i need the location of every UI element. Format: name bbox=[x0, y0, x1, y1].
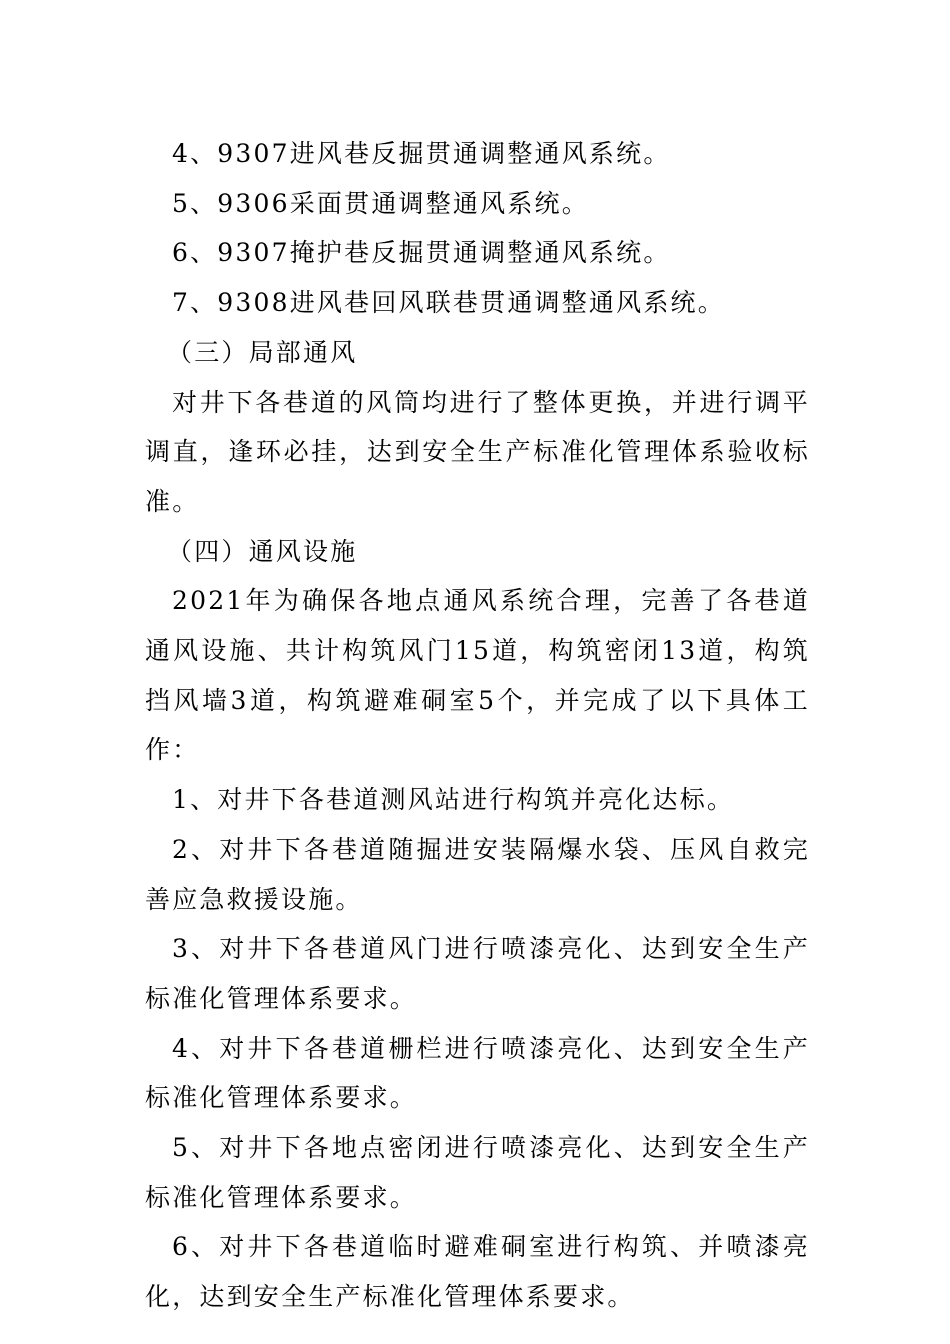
section-heading-ventilation-facilities: （四）通风设施 bbox=[167, 536, 358, 566]
list-item-9307-cover-airway: 6、9307掩护巷反掘贯通调整通风系统。 bbox=[172, 238, 671, 268]
work-item-5: 5、对井下各地点密闭进行喷漆亮化、达到安全生产标准化管理体系要求。 bbox=[145, 1133, 810, 1212]
list-item-9307-intake-airway: 4、9307进风巷反掘贯通调整通风系统。 bbox=[172, 139, 671, 168]
work-item-4: 4、对井下各巷道栅栏进行喷漆亮化、达到安全生产标准化管理体系要求。 bbox=[145, 1033, 810, 1113]
work-item-1: 1、对井下各巷道测风站进行构筑并亮化达标。 bbox=[172, 785, 735, 815]
section-heading-local-ventilation: （三）局部通风 bbox=[167, 337, 358, 367]
work-item-3: 3、对井下各巷道风门进行喷漆亮化、达到安全生产标准化管理体系要求。 bbox=[145, 934, 810, 1013]
paragraph-ventilation-facilities: 2021年为确保各地点通风系统合理，完善了各巷道通风设施、共计构筑风门15道，构筑密闭13道，构筑挡风墙3道，构筑避难硐室5个，并完成了以下具体工作： bbox=[145, 586, 810, 765]
work-item-6: 6、对井下各巷道临时避难硐室进行构筑、并喷漆亮化，达到安全生产标准化管理体系要求。 bbox=[145, 1232, 810, 1312]
list-item-9306-face: 5、9306采面贯通调整通风系统。 bbox=[172, 188, 589, 218]
document-body bbox=[145, 129, 810, 1322]
list-item-9308-return-connection: 7、9308进风巷回风联巷贯通调整通风系统。 bbox=[172, 288, 725, 318]
paragraph-local-ventilation: 对井下各巷道的风筒均进行了整体更换，并进行调平调直，逢环必挂，达到安全生产标准化管理体系验收标准。 bbox=[145, 387, 810, 516]
work-item-2: 2、对井下各巷道随掘进安装隔爆水袋、压风自救完善应急救援设施。 bbox=[145, 834, 810, 914]
